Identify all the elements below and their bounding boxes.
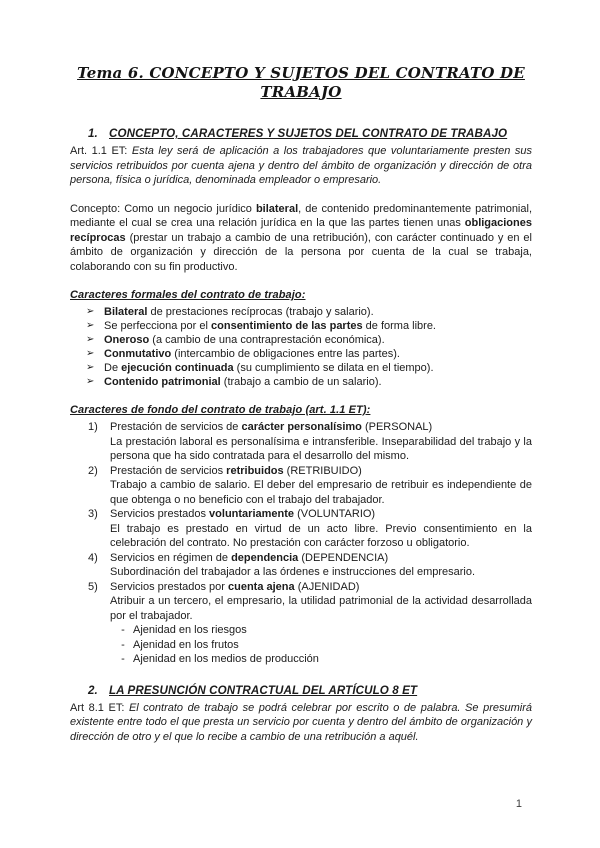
page-number: 1 [515,798,522,810]
item-title: Servicios prestados por cuenta ajena (AJENIDAD) [110,580,360,593]
item-number: 2) [88,464,98,477]
item-title: Prestación de servicios de carácter personalísimo (PERSONAL) [110,421,433,433]
item-number: 4) [88,551,98,564]
item-detail: El trabajo es prestado en virtud de un acto libre. Previo consentimiento en la celebración del contrato. No prestación con carácter forzoso u obligatorio. [110,522,532,549]
item-number: 1) [88,421,98,433]
bullet-text: Oneroso (a cambio de una contraprestación económica). [104,334,385,346]
document-title: Tema 6. CONCEPTO Y SUJETOS DEL CONTRATO DE TRABAJO [77,64,525,101]
item-number: 5) [88,580,98,593]
bullet-text: De ejecución continuada (su cumplimiento se dilata en el tiempo). [104,362,434,374]
bullet-item [70,361,532,375]
sub-list-item [113,638,532,653]
arrow-bullet-icon: ➢ [86,376,95,387]
page-content [70,64,532,758]
fondo-numbered-list [70,420,532,667]
item-detail: Trabajo a cambio de salario. El deber del empresario de retribuir es independiente de que obtenga o no beneficio con el trabajo del trabajador. [110,479,532,506]
item-body [110,551,532,580]
dash-bullet-icon: - [121,638,125,651]
bullet-item [70,319,532,333]
section-number: 1. [88,127,98,140]
section-1-heading [70,126,532,141]
numbered-item [70,580,532,667]
section-heading-text: CONCEPTO, CARACTERES Y SUJETOS DEL CONTRATO DE TRABAJO [109,127,508,140]
bullet-item [70,375,532,389]
art-quote: Esta ley será de aplicación a los trabajadores que voluntariamente presten sus servicios retribuidos por cuenta ajena y dentro del ámbito de organización y dirección de otra persona, física o jurídica, denominada empleador o empresario. [70,145,532,186]
numbered-item [70,420,532,464]
item-body [110,580,532,667]
ajenidad-sub-list [113,623,532,667]
sub-list-item [113,623,532,638]
arrow-bullet-icon: ➢ [86,334,95,345]
item-detail: La prestación laboral es personalísima e intransferible. Inseparabilidad del trabajo y la persona que ha sido contratada para el desarrollo del mismo. [110,435,532,462]
sub-list-item [113,652,532,667]
item-number: 3) [88,508,98,520]
sub-item-text: Ajenidad en los riesgos [133,624,247,636]
sub-item-text: Ajenidad en los medios de producción [133,653,319,665]
item-body [110,420,532,464]
arrow-bullet-icon: ➢ [86,362,95,373]
bullet-text: Conmutativo (intercambio de obligaciones entre las partes). [104,348,400,360]
numbered-item [70,551,532,580]
arrow-bullet-icon: ➢ [86,348,95,359]
fondo-heading: Caracteres de fondo del contrato de trabajo (art. 1.1 ET): [70,404,371,416]
bullet-item [70,305,532,319]
sub-item-text: Ajenidad en los frutos [133,638,239,651]
art-8-1-paragraph [70,701,532,745]
bullet-text: Contenido patrimonial (trabajo a cambio de un salario). [104,376,382,388]
dash-bullet-icon: - [121,653,125,665]
bullet-text: Bilateral de prestaciones recíprocas (trabajo y salario). [104,306,374,318]
item-title: Servicios en régimen de dependencia (DEPENDENCIA) [110,551,389,564]
arrow-bullet-icon: ➢ [86,320,95,331]
formales-heading: Caracteres formales del contrato de trabajo: [70,289,306,301]
dash-bullet-icon: - [121,624,125,636]
item-body [110,507,532,551]
formales-bullet-list [70,305,532,389]
section-heading-text: LA PRESUNCIÓN CONTRACTUAL DEL ARTÍCULO 8 ET [109,683,418,697]
section-number: 2. [88,683,98,697]
item-detail: Subordinación del trabajador a las órdenes e instrucciones del empresario. [110,566,476,578]
item-body [110,464,532,508]
numbered-item [70,507,532,551]
item-title: Servicios prestados voluntariamente (VOLUNTARIO) [110,508,376,520]
bullet-item [70,333,532,347]
item-title: Prestación de servicios retribuidos (RETRIBUIDO) [110,464,362,477]
art-label: Art 8.1 ET: [70,701,129,714]
concepto-paragraph: Concepto: Como un negocio jurídico bilateral, de contenido predominantemente patrimonial, mediante el cual se crea una relación jurídica en la que las partes tienen unas obligaciones recíprocas (prestar un trabajo a cambio de una retribución), con carácter continuado y en el ámbito de organización y dirección de la persona por cuenta de la cual se trabaja, colaborando con su fin productivo. [70,202,532,273]
art-1-1-paragraph [70,144,532,188]
arrow-bullet-icon: ➢ [86,306,95,317]
bullet-text: Se perfecciona por el consentimiento de las partes de forma libre. [104,320,436,332]
section-2-heading [70,683,532,698]
numbered-item [70,464,532,508]
bullet-item [70,347,532,361]
item-detail: Atribuir a un tercero, el empresario, la utilidad patrimonial de la actividad desarrollada por el trabajador. [110,595,532,622]
art-quote: El contrato de trabajo se podrá celebrar por escrito o de palabra. Se presumirá existente entre todo el que presta un servicio por cuenta y dentro del ámbito de organización y dirección de otro y el que lo recibe a cambio de una retribución a aquél. [70,701,532,743]
art-label: Art. 1.1 ET: [70,145,132,157]
